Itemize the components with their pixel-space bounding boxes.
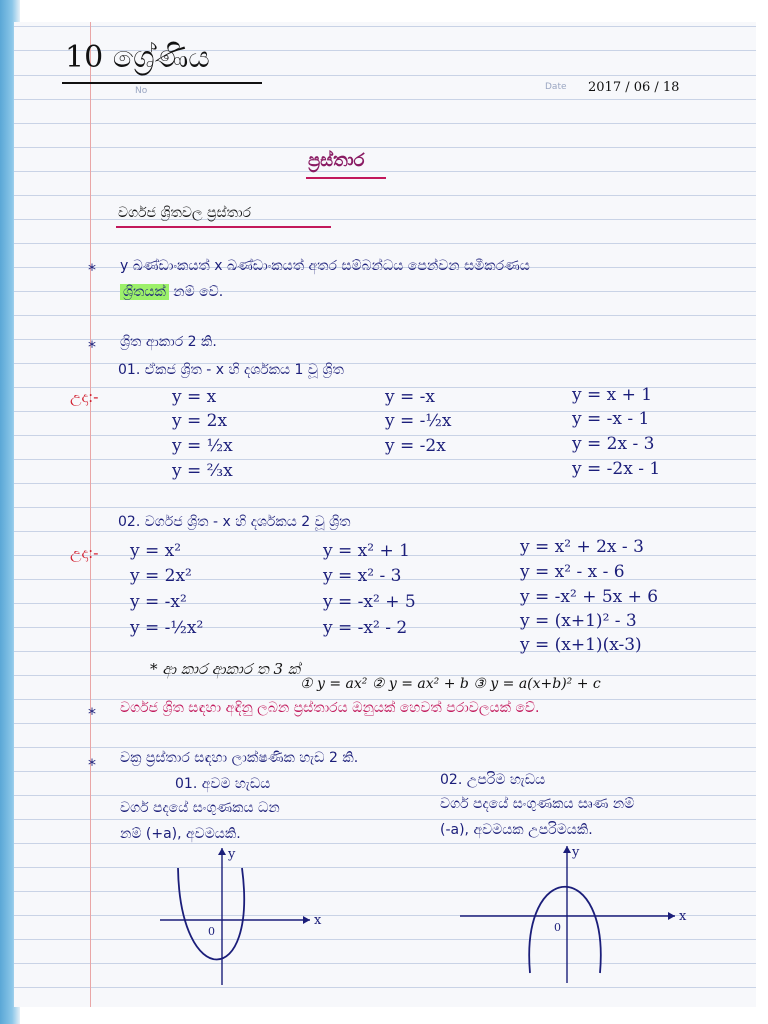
y-axis-label: y — [572, 845, 580, 860]
eq-linear-3-1: y = x + 1 — [572, 385, 653, 405]
eq-linear-3-2: y = -x - 1 — [572, 409, 650, 429]
eq-quad-3-3: y = -x² + 5x + 6 — [520, 587, 659, 607]
eq-quad-2-3: y = -x² + 5 — [323, 592, 416, 612]
eq-quad-2-1: y = x² + 1 — [323, 541, 410, 561]
eg-label-2: උදා:- — [70, 544, 99, 562]
shape2-heading: 02. උපරිම හැඩය — [440, 772, 546, 788]
parabola-max-curve — [529, 887, 601, 973]
grade-heading: 10 ශ්‍රේණිය — [65, 40, 210, 75]
para1-line2 — [120, 284, 223, 300]
section2-heading: 02. වර්ගජ ශ්‍රිත - x හි දර්ශකය 2 වූ ශ්‍රිත — [118, 514, 351, 530]
bullet-star: * — [88, 704, 96, 723]
eq-linear-3-3: y = 2x - 3 — [572, 434, 655, 454]
subtitle-underline — [116, 226, 331, 228]
section1-heading: 01. ඒකජ ශ්‍රිත - x හි දර්ශකය 1 වූ ශ්‍රිත — [118, 362, 344, 378]
note-line2: ① y = ax² ② y = ax² + b ③ y = a(x+b)² + c — [300, 676, 601, 692]
para3: වර්ගජ ශ්‍රිත සඳහා අඳිනු ලබන ප්‍රස්තාරය ඔනුයක් හෙවත් පරාවලයක් වේ. — [120, 700, 540, 716]
eq-linear-3-4: y = -2x - 1 — [572, 459, 661, 479]
highlight-term: ශ්‍රිතයක් — [120, 284, 169, 300]
bullet-star: * — [88, 337, 96, 356]
x-axis-arrow — [668, 912, 675, 920]
shape1-line1: වර්ග පදයේ සංගුණකය ධන — [120, 800, 280, 816]
eq-linear-2-1: y = -x — [385, 387, 435, 407]
x-axis-label: x — [679, 909, 687, 924]
eq-linear-1-3: y = ½x — [172, 436, 233, 456]
margin-line — [90, 22, 91, 1007]
note-line1: * ආ කාර ආකාර ත 3 ක් — [150, 660, 301, 678]
para2: ශ්‍රිත ආකාර 2 කි. — [120, 334, 217, 350]
para4: වක්‍ර ප්‍රස්තාර සඳහා ලාක්ෂණික හැඩ 2 කි. — [120, 750, 359, 766]
y-axis-arrow — [563, 846, 571, 853]
maximum-parabola-graph — [450, 838, 700, 988]
eg-label-1: උදා:- — [70, 388, 99, 406]
x-axis-label: x — [314, 913, 322, 928]
origin-label: 0 — [208, 925, 215, 938]
shape2-line1: වර්ග පදයේ සංගුණකය සෘණ නම් — [440, 796, 635, 812]
x-axis-arrow — [303, 916, 310, 924]
eq-quad-1-1: y = x² — [130, 541, 182, 561]
eq-quad-2-2: y = x² - 3 — [323, 566, 402, 586]
origin-label: 0 — [554, 921, 561, 934]
subtitle: වර්ගජ ශ්‍රිතවල ප්‍රස්තාර — [118, 205, 252, 221]
shape1-heading: 01. අවම හැඩය — [175, 776, 271, 792]
eq-quad-1-4: y = -½x² — [130, 618, 204, 638]
title-underline — [306, 177, 386, 179]
eq-linear-1-1: y = x — [172, 387, 217, 407]
bullet-star: * — [88, 755, 96, 774]
no-label: No — [135, 86, 148, 96]
eq-quad-1-2: y = 2x² — [130, 566, 192, 586]
grade-underline — [62, 82, 262, 84]
bullet-star: * — [88, 260, 96, 279]
page-title: ප්‍රස්තාර — [308, 150, 365, 171]
eq-quad-1-3: y = -x² — [130, 592, 187, 612]
para1-line1: y ඛණ්ඩාංකයත් x ඛණ්ඩාංකයත් අතර සම්බන්ධය පෙන්වන සමීකරණය — [120, 258, 530, 274]
minimum-parabola-graph — [150, 840, 340, 990]
eq-linear-1-2: y = 2x — [172, 411, 228, 431]
date-value: 2017 / 06 / 18 — [588, 80, 680, 95]
eq-quad-3-2: y = x² - x - 6 — [520, 562, 625, 582]
y-axis-arrow — [218, 848, 226, 855]
shape1-line2: නම් (+a), අවමයකි. — [120, 826, 241, 842]
para1-rest: නම් වේ. — [168, 284, 224, 300]
eq-linear-1-4: y = ⅔x — [172, 461, 233, 481]
eq-quad-3-1: y = x² + 2x - 3 — [520, 537, 644, 557]
eq-quad-2-4: y = -x² - 2 — [323, 618, 408, 638]
eq-quad-3-5: y = (x+1)(x-3) — [520, 635, 642, 655]
eq-quad-3-4: y = (x+1)² - 3 — [520, 611, 637, 631]
eq-linear-2-2: y = -½x — [385, 411, 452, 431]
shape2-line2: (-a), අවමයක උපරිමයකි. — [440, 822, 593, 838]
date-label: Date — [545, 82, 567, 92]
eq-linear-2-3: y = -2x — [385, 436, 446, 456]
y-axis-label: y — [228, 847, 236, 862]
parabola-min-curve — [178, 868, 244, 960]
